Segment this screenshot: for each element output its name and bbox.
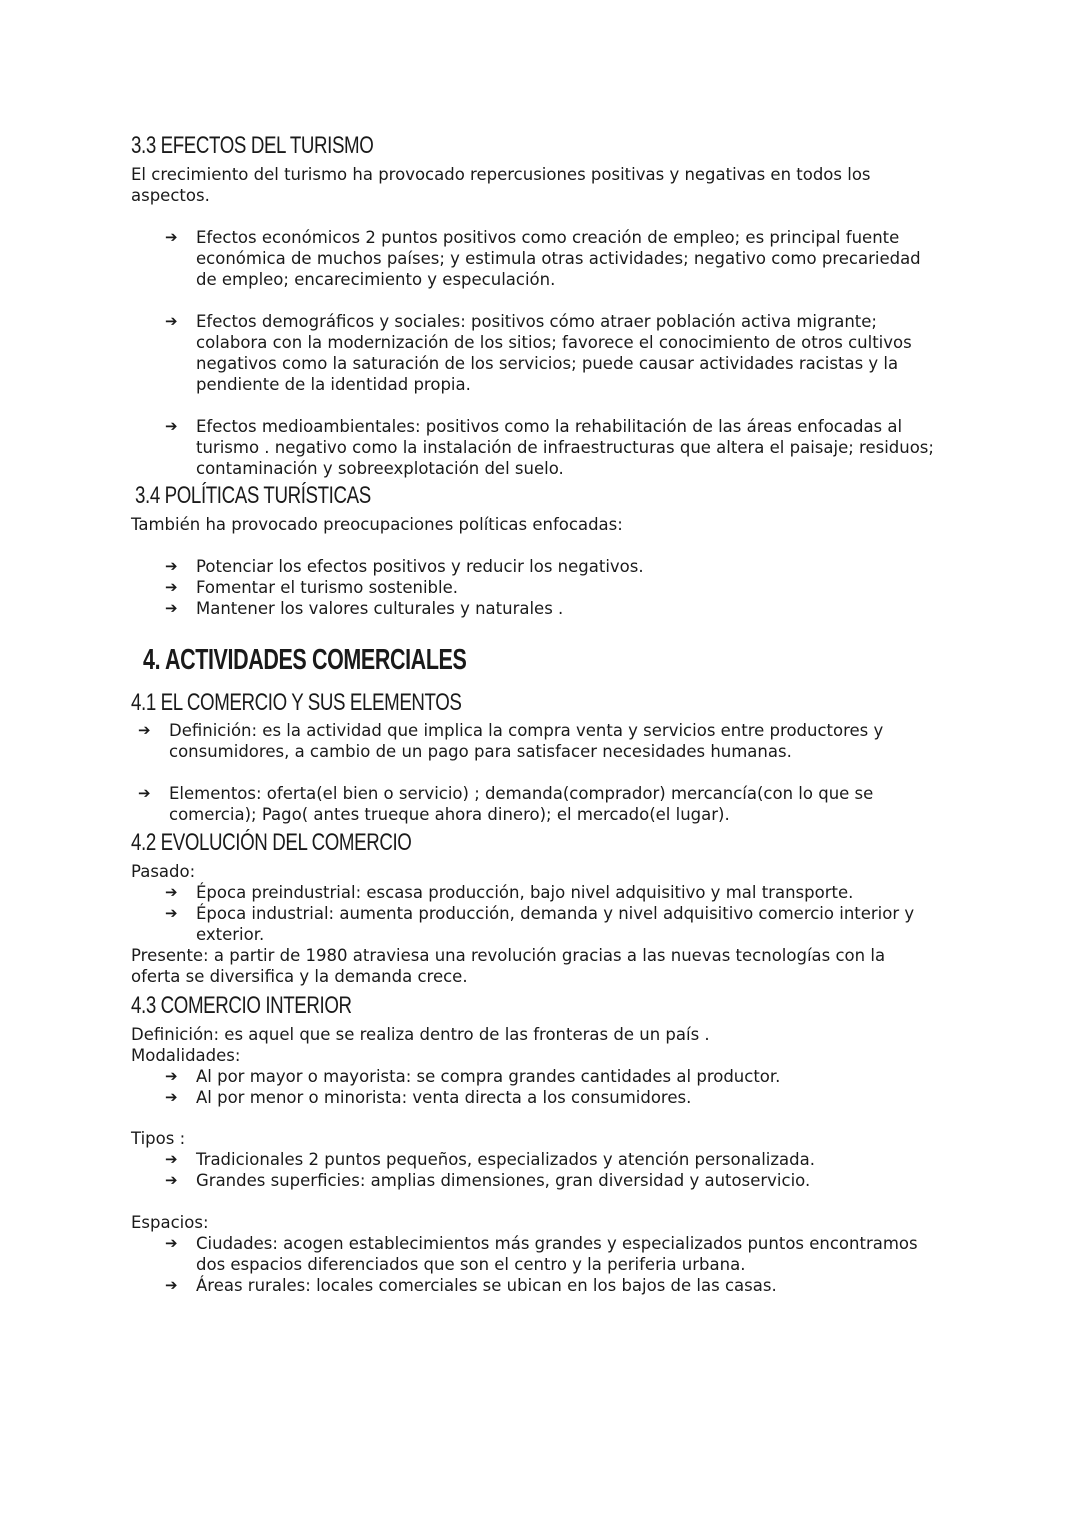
- section-4-1-list: [138, 720, 928, 825]
- list-item: ➔ Efectos medioambientales: positivos como la rehabilitación de las áreas enfocadas al turismo . negativo como la instalación de infraestructuras que altera el paisaje; residuos; contaminación y sobreexplotación del suelo.: [165, 417, 934, 478]
- list-item: ➔ Grandes superficies: amplias dimensiones, gran diversidad y autoservicio.: [165, 1171, 811, 1190]
- types-list: [165, 1149, 945, 1191]
- section-3-3-list: [165, 227, 945, 479]
- arrow-bullet-icon: ➔: [165, 599, 178, 617]
- arrow-bullet-icon: ➔: [165, 417, 178, 435]
- types-label: Tipos :: [131, 1129, 186, 1148]
- definition-text: Definición: es aquel que se realiza dentro de las fronteras de un país .: [131, 1025, 710, 1044]
- list-item: ➔ Tradicionales 2 puntos pequeños, especializados y atención personalizada.: [165, 1150, 815, 1169]
- list-item: ➔ Elementos: oferta(el bien o servicio) ; demanda(comprador) mercancía(con lo que se comercia); Pago( antes trueque ahora dinero); el mercado(el lugar).: [138, 784, 874, 824]
- list-item: ➔ Definición: es la actividad que implica la compra venta y servicios entre productores y consumidores, a cambio de un pago para satisfacer necesidades humanas.: [138, 721, 884, 761]
- list-item: ➔ Al por mayor o mayorista: se compra grandes cantidades al productor.: [165, 1067, 781, 1086]
- arrow-bullet-icon: ➔: [165, 1088, 178, 1106]
- arrow-bullet-icon: ➔: [165, 557, 178, 575]
- modalities-list: [165, 1066, 945, 1108]
- section-3-4-intro: También ha provocado preocupaciones políticas enfocadas:: [131, 515, 623, 534]
- arrow-bullet-icon: ➔: [165, 1234, 178, 1252]
- list-item: ➔ Ciudades: acogen establecimientos más grandes y especializados puntos encontramos dos espacios diferenciados que son el centro y la periferia urbana.: [165, 1234, 918, 1274]
- arrow-bullet-icon: ➔: [165, 228, 178, 246]
- section-4-2-list: [165, 882, 945, 945]
- arrow-bullet-icon: ➔: [138, 721, 151, 739]
- list-item: ➔ Mantener los valores culturales y naturales .: [165, 599, 564, 618]
- arrow-bullet-icon: ➔: [165, 312, 178, 330]
- modalities-label: Modalidades:: [131, 1046, 241, 1065]
- list-item: ➔ Áreas rurales: locales comerciales se ubican en los bajos de las casas.: [165, 1276, 777, 1295]
- arrow-bullet-icon: ➔: [165, 1171, 178, 1189]
- arrow-bullet-icon: ➔: [165, 1276, 178, 1294]
- list-item: ➔ Fomentar el turismo sostenible.: [165, 578, 458, 597]
- list-item: ➔ Potenciar los efectos positivos y reducir los negativos.: [165, 557, 644, 576]
- list-item: ➔ Efectos económicos 2 puntos positivos como creación de empleo; es principal fuente económica de muchos países; y estimula otras actividades; negativo como precariedad de empleo; encarecimiento y especulación.: [165, 228, 921, 289]
- arrow-bullet-icon: ➔: [138, 784, 151, 802]
- section-heading-3-4: 3.4 POLÍTICAS TURÍSTICAS: [135, 482, 371, 509]
- section-3-3-intro: El crecimiento del turismo ha provocado repercusiones positivas y negativas en todos los aspectos.: [131, 165, 871, 205]
- arrow-bullet-icon: ➔: [165, 1150, 178, 1168]
- spaces-label: Espacios:: [131, 1213, 209, 1232]
- chapter-heading-4: 4. ACTIVIDADES COMERCIALES: [143, 644, 467, 676]
- section-heading-4-1: 4.1 EL COMERCIO Y SUS ELEMENTOS: [131, 689, 462, 716]
- section-heading-4-2: 4.2 EVOLUCIÓN DEL COMERCIO: [131, 829, 412, 856]
- arrow-bullet-icon: ➔: [165, 904, 178, 922]
- list-item: ➔ Época industrial: aumenta producción, demanda y nivel adquisitivo comercio interior y exterior.: [165, 904, 915, 944]
- past-label: Pasado:: [131, 862, 196, 881]
- section-heading-3-3: 3.3 EFECTOS DEL TURISMO: [131, 132, 374, 159]
- section-heading-4-3: 4.3 COMERCIO INTERIOR: [131, 992, 352, 1019]
- list-item: ➔ Al por menor o minorista: venta directa a los consumidores.: [165, 1088, 692, 1107]
- list-item: ➔ Efectos demográficos y sociales: positivos cómo atraer población activa migrante; colabora con la modernización de los sitios; favorece el conocimiento de otros cultivos negativos como la saturación de los servicios; puede causar actividades racistas y la pendiente de la identidad propia.: [165, 312, 912, 394]
- arrow-bullet-icon: ➔: [165, 883, 178, 901]
- arrow-bullet-icon: ➔: [165, 1067, 178, 1085]
- list-item: ➔ Época preindustrial: escasa producción, bajo nivel adquisitivo y mal transporte.: [165, 883, 854, 902]
- spaces-list: [165, 1233, 945, 1296]
- present-text: Presente: a partir de 1980 atraviesa una revolución gracias a las nuevas tecnologías con la oferta se diversifica y la demanda crece.: [131, 946, 886, 986]
- arrow-bullet-icon: ➔: [165, 578, 178, 596]
- section-3-4-list: [165, 556, 945, 619]
